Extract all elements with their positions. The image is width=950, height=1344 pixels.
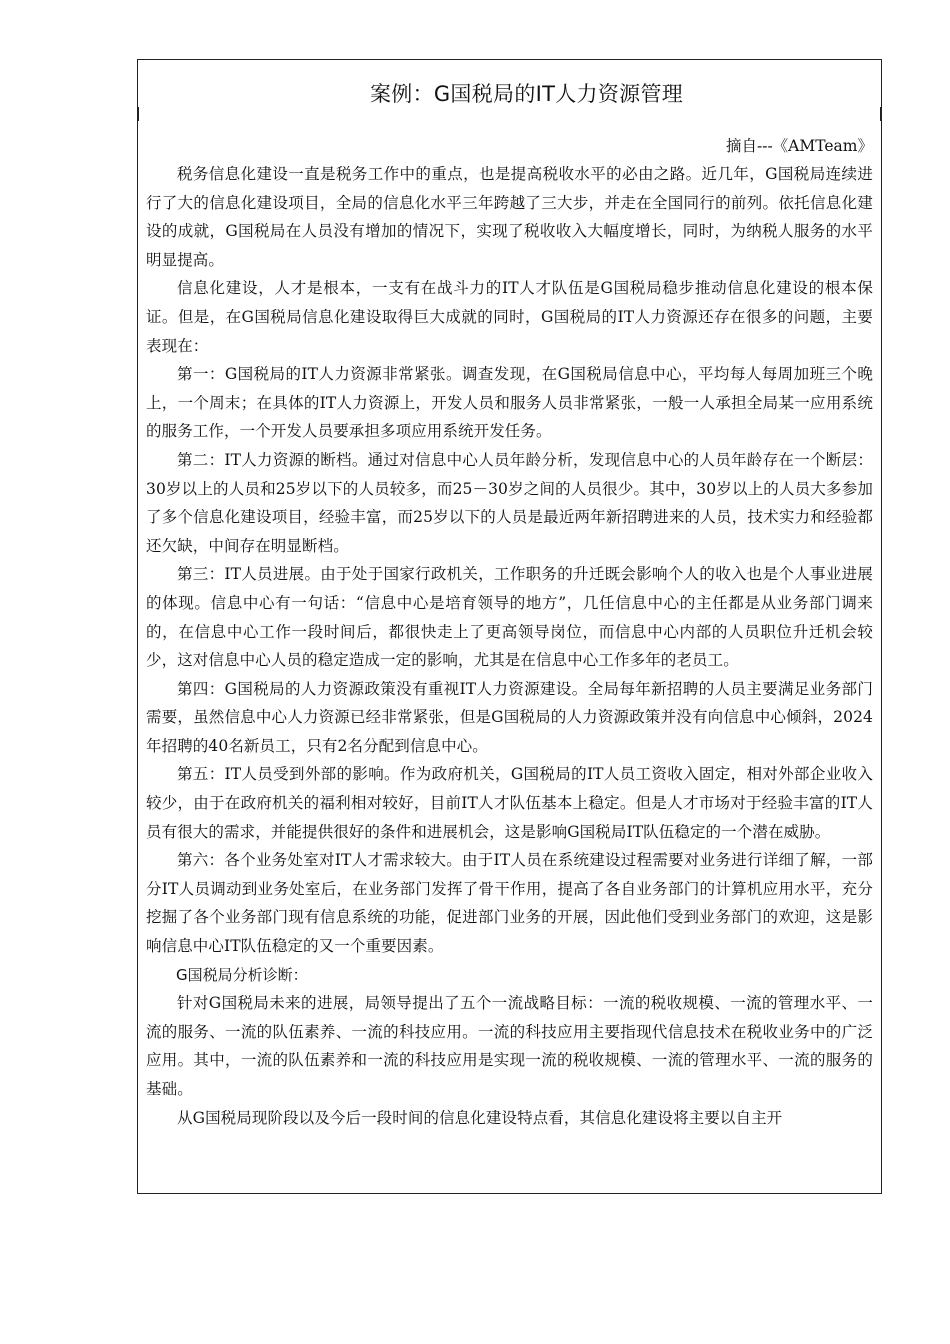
- paragraph-issue-1: 第一：G国税局的IT人力资源非常紧张。调查发现，在G国税局信息中心，平均每人每周加班三个晚上，一个周末；在具体的IT人力资源上，开发人员和服务人员非常紧张，一般一人承担全局某一应用系统的服务工作，一个开发人员要承担多项应用系统开发任务。: [146, 365, 873, 441]
- paragraph-issue-6: 第六：各个业务处室对IT人才需求较大。由于IT人员在系统建设过程需要对业务进行详细了解，一部分IT人员调动到业务处室后，在业务部门发挥了骨干作用，提高了各自业务部门的计算机应用水平，充分挖掘了各个业务部门现有信息系统的功能，促进部门业务的开展，因此他们受到业务部门的欢迎，这是影响信息中心IT队伍稳定的又一个重要因素。: [146, 851, 873, 956]
- document-frame: [137, 59, 882, 1194]
- document-title: 案例：G国税局的IT人力资源管理: [369, 82, 684, 106]
- paragraph-analysis-2: 从G国税局现阶段以及今后一段时间的信息化建设特点看，其信息化建设将主要以自主开: [177, 1108, 783, 1127]
- paragraph-issue-5: 第五：IT人员受到外部的影响。作为政府机关，G国税局的IT人员工资收入固定，相对外部企业收入较少，由于在政府机关的福利相对较好，目前IT人才队伍基本上稳定。但是人才市场对于经验丰富的IT人员有很大的需求，并能提供很好的条件和进展机会，这是影响G国税局IT队伍稳定的一个潜在威胁。: [146, 765, 873, 841]
- paragraph-analysis-1: 针对G国税局未来的进展，局领导提出了五个一流战略目标：一流的税收规模、一流的管理水平、一流的服务、一流的队伍素养、一流的科技应用。一流的科技应用主要指现代信息技术在税收业务中的广泛应用。其中，一流的队伍素养和一流的科技应用是实现一流的税收规模、一流的管理水平、一流的服务的基础。: [146, 994, 873, 1098]
- table-border-tick-right: [880, 107, 881, 121]
- table-border-tick-left: [138, 107, 139, 121]
- title-cell: [138, 60, 881, 122]
- section-heading-analysis: G国税局分析诊断：: [176, 965, 308, 984]
- paragraph-intro-1: 税务信息化建设一直是税务工作中的重点，也是提高税收水平的必由之路。近几年，G国税局连续进行了大的信息化建设项目，全局的信息化水平三年跨越了三大步，并走在全国同行的前列。依托信息化建设的成就，G国税局在人员没有增加的情况下，实现了税收收入大幅度增长，同时，为纳税人服务的水平明显提高。: [146, 165, 873, 269]
- paragraph-issue-2: 第二：IT人力资源的断档。通过对信息中心人员年龄分析，发现信息中心的人员年龄存在一个断层：30岁以上的人员和25岁以下的人员较多，而25－30岁之间的人员很少。其中，30岁以上的人员大多参加了多个信息化建设项目，经验丰富，而25岁以下的人员是最近两年新招聘进来的人员，技术实力和经验都还欠缺，中间存在明显断档。: [146, 450, 873, 555]
- paragraph-intro-2: 信息化建设，人才是根本，一支有在战斗力的IT人才队伍是G国税局稳步推动信息化建设的根本保证。但是，在G国税局信息化建设取得巨大成就的同时，G国税局的IT人力资源还存在很多的问题，主要表现在：: [146, 279, 873, 355]
- document-body: [138, 122, 881, 1132]
- paragraph-issue-4: 第四：G国税局的人力资源政策没有重视IT人力资源建设。全局每年新招聘的人员主要满足业务部门需要，虽然信息中心人力资源已经非常紧张，但是G国税局的人力资源政策并没有向信息中心倾斜，2024年招聘的40名新员工，只有2名分配到信息中心。: [146, 679, 873, 755]
- source-attribution: 摘自---《AMTeam》: [725, 137, 873, 155]
- paragraph-issue-3: 第三：IT人员进展。由于处于国家行政机关，工作职务的升迁既会影响个人的收入也是个人事业进展的体现。信息中心有一句话：“信息中心是培育领导的地方”，几任信息中心的主任都是从业务部门调来的，在信息中心工作一段时间后，都很快走上了更高领导岗位，而信息中心内部的人员职位升迁机会较少，这对信息中心人员的稳定造成一定的影响，尤其是在信息中心工作多年的老员工。: [146, 565, 873, 670]
